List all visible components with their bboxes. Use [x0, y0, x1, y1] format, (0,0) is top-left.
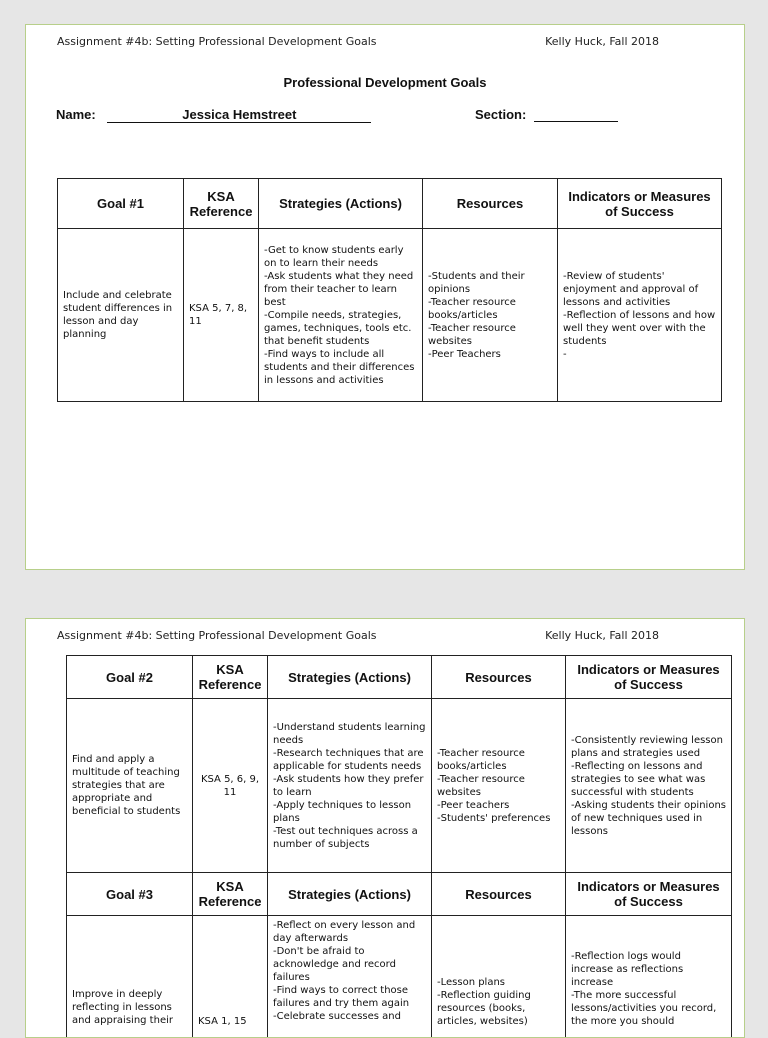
goal-3-content-row — [67, 916, 732, 1038]
author-header: Kelly Huck, Fall 2018 — [545, 629, 659, 642]
document-title: Professional Development Goals — [26, 75, 744, 90]
resource-item: -Students and their opinions — [428, 270, 552, 296]
author-header: Kelly Huck, Fall 2018 — [545, 35, 659, 48]
strategies-header: Strategies (Actions) — [268, 656, 432, 699]
strategy-item: -Understand students learning needs — [273, 721, 426, 747]
strategies-cell — [268, 699, 432, 873]
indicator-item: -Reflecting on lessons and strategies to see what was successful with students — [571, 760, 726, 799]
indicators-cell — [566, 916, 732, 1038]
strategy-item: -Celebrate successes and — [273, 1010, 426, 1023]
ksa-header: KSA Reference — [193, 656, 268, 699]
strategy-item: -Ask students how they prefer to learn — [273, 773, 426, 799]
goal-description: Improve in deeply reflecting in lessons and appraising their — [67, 916, 193, 1038]
indicators-cell — [566, 699, 732, 873]
indicators-header: Indicators or Measures of Success — [566, 873, 732, 916]
resources-header: Resources — [423, 179, 558, 229]
resource-item: -Students' preferences — [437, 812, 560, 825]
ksa-reference: KSA 5, 7, 8, 11 — [184, 229, 259, 402]
goal-title: Goal #1 — [58, 179, 184, 229]
goal-2-header-row — [67, 656, 732, 699]
assignment-header: Assignment #4b: Setting Professional Development Goals — [57, 629, 376, 642]
indicator-item: -The more successful lessons/activities you record, the more you should — [571, 989, 726, 1028]
goal-1-content-row — [58, 229, 722, 402]
resources-header: Resources — [432, 656, 566, 699]
strategies-cell — [268, 916, 432, 1038]
document-page-1 — [25, 24, 745, 570]
strategy-item: -Test out techniques across a number of subjects — [273, 825, 426, 851]
resource-item: -Teacher resource websites — [437, 773, 560, 799]
resource-item: -Reflection guiding resources (books, articles, websites) — [437, 989, 560, 1028]
section-line — [475, 107, 618, 122]
indicator-item: -Reflection of lessons and how well they went over with the students — [563, 309, 716, 348]
assignment-header: Assignment #4b: Setting Professional Development Goals — [57, 35, 376, 48]
goal-description: Find and apply a multitude of teaching strategies that are appropriate and beneficial to students — [67, 699, 193, 873]
goal-1-table — [57, 178, 722, 402]
strategy-item: -Get to know students early on to learn their needs — [264, 244, 417, 270]
goal-title: Goal #2 — [67, 656, 193, 699]
name-value: Jessica Hemstreet — [107, 107, 371, 123]
goal-1-header-row — [58, 179, 722, 229]
resource-item: -Teacher resource books/articles — [428, 296, 552, 322]
goals-2-3-table — [66, 655, 732, 1038]
strategy-item: -Find ways to include all students and their differences in lessons and activities — [264, 348, 417, 387]
strategy-item: -Find ways to correct those failures and try them again — [273, 984, 426, 1010]
ksa-header: KSA Reference — [193, 873, 268, 916]
indicator-item: -Asking students their opinions of new techniques used in lessons — [571, 799, 726, 838]
ksa-reference: KSA 1, 15 — [193, 916, 268, 1038]
indicator-item: -Consistently reviewing lesson plans and strategies used — [571, 734, 726, 760]
resource-item: -Teacher resource books/articles — [437, 747, 560, 773]
resources-header: Resources — [432, 873, 566, 916]
indicators-header: Indicators or Measures of Success — [558, 179, 722, 229]
name-line — [56, 107, 371, 123]
strategy-item: -Apply techniques to lesson plans — [273, 799, 426, 825]
resources-cell — [432, 699, 566, 873]
goal-3-header-row — [67, 873, 732, 916]
indicator-item: -Reflection logs would increase as reflections increase — [571, 950, 726, 989]
document-page-2 — [25, 618, 745, 1038]
resources-cell — [423, 229, 558, 402]
name-label: Name: — [56, 107, 96, 122]
indicators-cell — [558, 229, 722, 402]
goal-description: Include and celebrate student differences in lesson and day planning — [58, 229, 184, 402]
strategies-cell — [259, 229, 423, 402]
strategies-header: Strategies (Actions) — [268, 873, 432, 916]
goal-2-content-row — [67, 699, 732, 873]
ksa-reference: KSA 5, 6, 9, 11 — [193, 699, 268, 873]
goal-title: Goal #3 — [67, 873, 193, 916]
strategy-item: -Compile needs, strategies, games, techniques, tools etc. that benefit students — [264, 309, 417, 348]
strategy-item: -Don't be afraid to acknowledge and record failures — [273, 945, 426, 984]
strategies-header: Strategies (Actions) — [259, 179, 423, 229]
resource-item: -Teacher resource websites — [428, 322, 552, 348]
indicator-item: -Review of students' enjoyment and approval of lessons and activities — [563, 270, 716, 309]
section-value — [534, 107, 618, 122]
strategy-item: -Research techniques that are applicable for students needs — [273, 747, 426, 773]
section-label: Section: — [475, 107, 526, 122]
resource-item: -Lesson plans — [437, 976, 560, 989]
strategy-item: -Ask students what they need from their teacher to learn best — [264, 270, 417, 309]
ksa-header: KSA Reference — [184, 179, 259, 229]
resource-item: -Peer Teachers — [428, 348, 552, 361]
indicators-header: Indicators or Measures of Success — [566, 656, 732, 699]
resources-cell — [432, 916, 566, 1038]
strategy-item: -Reflect on every lesson and day afterwards — [273, 919, 426, 945]
indicator-item: - — [563, 348, 716, 361]
resource-item: -Peer teachers — [437, 799, 560, 812]
